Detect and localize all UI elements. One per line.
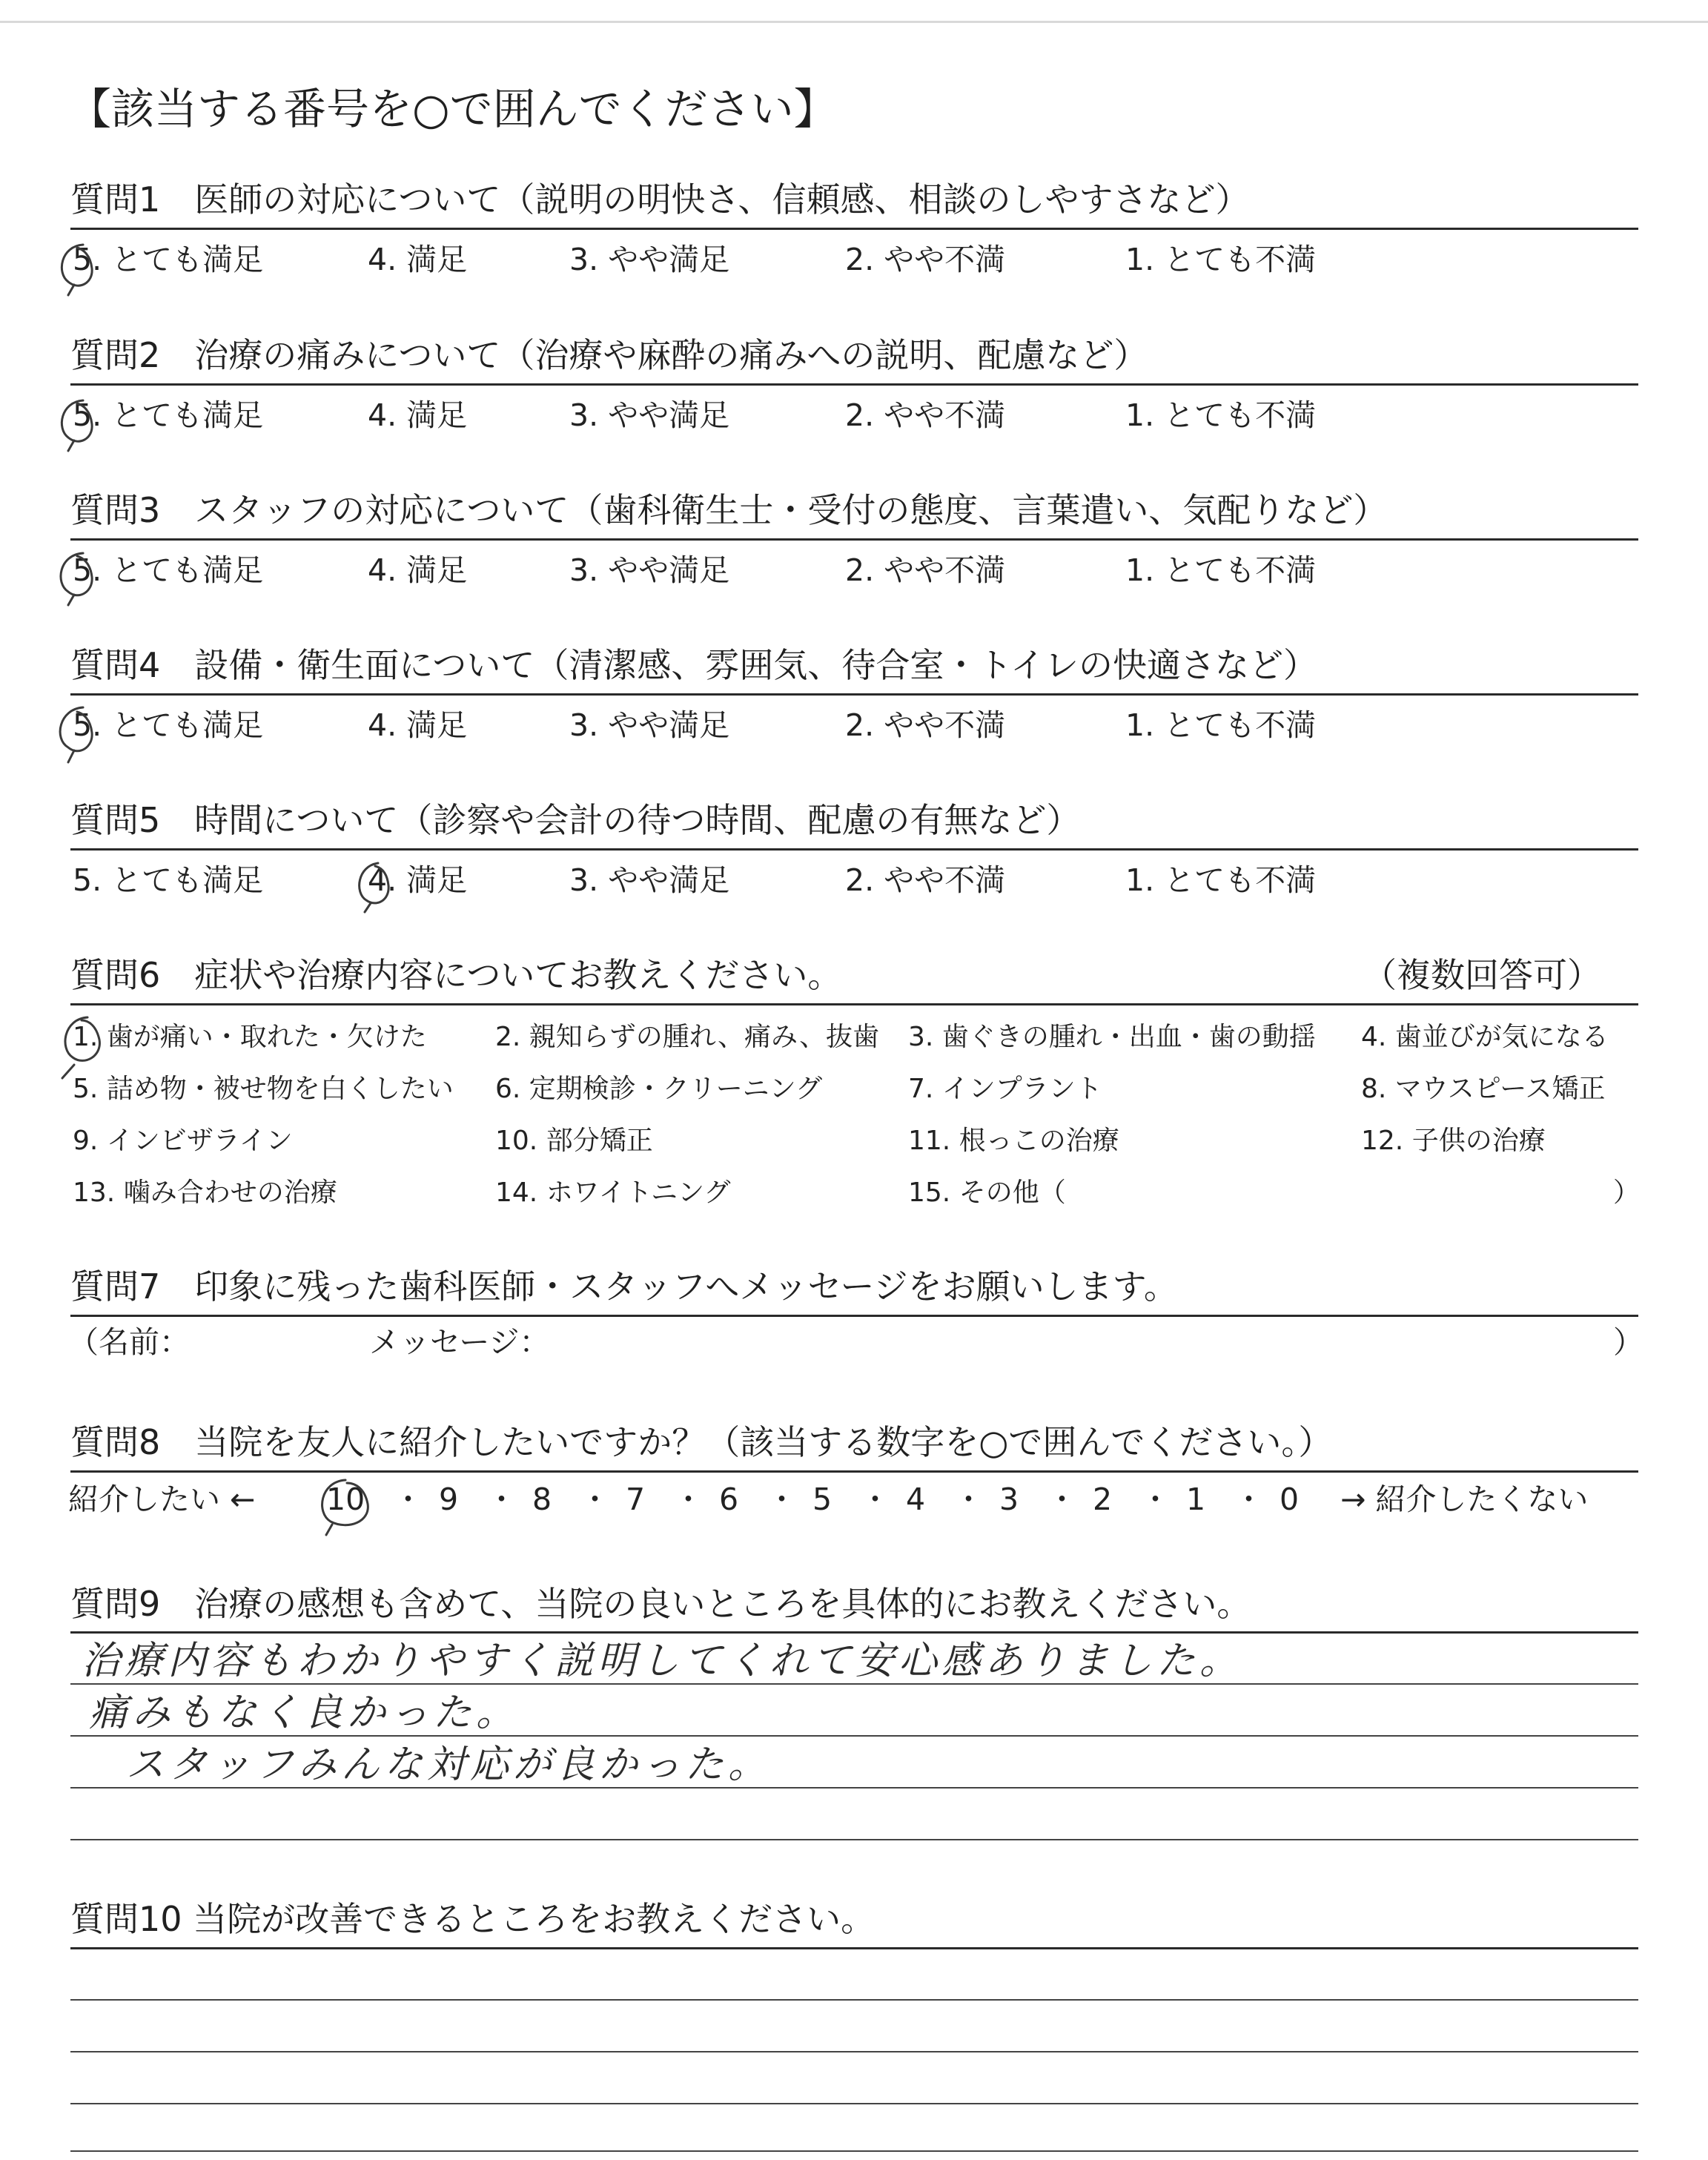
- q2-selection-circle: [62, 400, 92, 451]
- q2-option-4[interactable]: 4. 満足: [368, 397, 468, 433]
- q5-option-4[interactable]: 4. 満足: [368, 862, 468, 898]
- q6-item-13[interactable]: 13. 噛み合わせの治療: [73, 1178, 337, 1208]
- q4-selection-circle: [60, 707, 92, 762]
- q2-option-2[interactable]: 2. やや不満: [845, 397, 1006, 433]
- q8-score-2[interactable]: 2: [1093, 1482, 1113, 1517]
- q8-score-5[interactable]: 5: [812, 1482, 833, 1517]
- q6-item-14[interactable]: 14. ホワイトニング: [495, 1178, 731, 1208]
- q9-handwritten-answer-2: 痛みもなく良かった。: [89, 1691, 520, 1735]
- q8-dot: ・: [953, 1482, 984, 1517]
- q4-option-5[interactable]: 5. とても満足: [73, 707, 264, 743]
- q6-item-12[interactable]: 12. 子供の治療: [1361, 1126, 1546, 1156]
- q2-option-5[interactable]: 5. とても満足: [73, 397, 264, 433]
- question-4-title: 質問4 設備・衛生面について（清潔感、雰囲気、待合室・トイレの快適さなど）: [70, 645, 1318, 685]
- q1-option-4[interactable]: 4. 満足: [368, 242, 468, 277]
- q6-item-3[interactable]: 3. 歯ぐきの腫れ・出血・歯の動揺: [908, 1022, 1316, 1052]
- q3-option-3[interactable]: 3. やや満足: [569, 552, 730, 588]
- q8-score-0[interactable]: 0: [1280, 1482, 1300, 1517]
- q3-option-2[interactable]: 2. やや不満: [845, 552, 1006, 588]
- q6-item-4[interactable]: 4. 歯並びが気になる: [1361, 1022, 1609, 1052]
- q3-option-4[interactable]: 4. 満足: [368, 552, 468, 588]
- q8-dot: ・: [860, 1482, 890, 1517]
- q8-dot: ・: [486, 1482, 517, 1517]
- q1-option-1[interactable]: 1. とても不満: [1125, 242, 1317, 277]
- q4-option-4[interactable]: 4. 満足: [368, 707, 468, 743]
- q4-option-2[interactable]: 2. やや不満: [845, 707, 1006, 743]
- q5-option-1[interactable]: 1. とても不満: [1125, 862, 1317, 898]
- question-3-title: 質問3 スタッフの対応について（歯科衛生士・受付の態度、言葉遣い、気配りなど）: [70, 490, 1388, 530]
- q8-left-label: 紹介したい ←: [68, 1482, 256, 1517]
- q6-item-2[interactable]: 2. 親知らずの腫れ、痛み、抜歯: [495, 1022, 880, 1052]
- q6-item-9[interactable]: 9. インビザライン: [73, 1126, 293, 1156]
- q8-score-9[interactable]: 9: [439, 1482, 459, 1517]
- q1-option-5[interactable]: 5. とても満足: [73, 242, 264, 277]
- question-2-title: 質問2 治療の痛みについて（治療や麻酔の痛みへの説明、配慮など）: [70, 335, 1148, 375]
- q8-score-8[interactable]: 8: [532, 1482, 552, 1517]
- question-8-title: 質問8 当院を友人に紹介したいですか？（該当する数字を○で囲んでください。）: [70, 1422, 1333, 1462]
- q6-item-8[interactable]: 8. マウスピース矯正: [1361, 1074, 1606, 1104]
- q7-name-label: （名前：: [68, 1324, 190, 1360]
- q8-dot: ・: [1234, 1482, 1264, 1517]
- q6-item-15-close: ）: [1613, 1178, 1641, 1208]
- question-5-title: 質問5 時間について（診察や会計の待つ時間、配慮の有無など）: [70, 800, 1081, 840]
- q3-selection-circle: [61, 553, 92, 605]
- q7-close: ）: [1613, 1324, 1644, 1360]
- q8-score-10[interactable]: 10: [326, 1482, 365, 1517]
- q5-option-2[interactable]: 2. やや不満: [845, 862, 1006, 898]
- question-7-title: 質問7 印象に残った歯科医師・スタッフへメッセージをお願いします。: [70, 1266, 1178, 1307]
- question-1-title: 質問1 医師の対応について（説明の明快さ、信頼感、相談のしやすさなど）: [70, 179, 1250, 219]
- q6-item-7[interactable]: 7. インプラント: [908, 1074, 1102, 1104]
- q7-message-label: メッセージ：: [369, 1324, 550, 1360]
- question-9-title: 質問9 治療の感想も含めて、当院の良いところを具体的にお教えください。: [70, 1584, 1251, 1624]
- q8-dot: ・: [1140, 1482, 1171, 1517]
- q8-dot: ・: [673, 1482, 704, 1517]
- q1-option-3[interactable]: 3. やや満足: [569, 242, 730, 277]
- q8-right-label: → 紹介したくない: [1340, 1482, 1589, 1517]
- q8-dot: ・: [1047, 1482, 1077, 1517]
- q6-item-11[interactable]: 11. 根っこの治療: [908, 1126, 1119, 1156]
- q9-handwritten-answer-1: 治療内容もわかりやすく説明してくれて安心感ありました。: [82, 1639, 1243, 1683]
- question-6-title: 質問6 症状や治療内容についてお教えください。: [70, 955, 842, 995]
- q6-selection-circle: [62, 1017, 99, 1078]
- q8-score-1[interactable]: 1: [1186, 1482, 1206, 1517]
- q6-item-15[interactable]: 15. その他（: [908, 1178, 1066, 1208]
- q8-score-3[interactable]: 3: [999, 1482, 1019, 1517]
- q2-option-3[interactable]: 3. やや満足: [569, 397, 730, 433]
- q5-option-3[interactable]: 3. やや満足: [569, 862, 730, 898]
- q8-dot: ・: [580, 1482, 610, 1517]
- q2-option-1[interactable]: 1. とても不満: [1125, 397, 1317, 433]
- q3-option-1[interactable]: 1. とても不満: [1125, 552, 1317, 588]
- q8-score-4[interactable]: 4: [906, 1482, 926, 1517]
- q5-option-5[interactable]: 5. とても満足: [73, 862, 264, 898]
- q8-dot: ・: [767, 1482, 797, 1517]
- instruction-header: 【該当する番号を○で囲んでください】: [68, 84, 837, 134]
- q5-selection-circle: [360, 863, 389, 912]
- q3-option-5[interactable]: 5. とても満足: [73, 552, 264, 588]
- q6-item-1[interactable]: 1. 歯が痛い・取れた・欠けた: [73, 1022, 427, 1052]
- q1-selection-circle: [62, 245, 92, 295]
- q4-option-3[interactable]: 3. やや満足: [569, 707, 730, 743]
- question-10-title: 質問10 当院が改善できるところをお教えください。: [70, 1899, 875, 1939]
- q6-item-6[interactable]: 6. 定期検診・クリーニング: [495, 1074, 823, 1104]
- q9-handwritten-answer-3: スタッフみんな対応が良かった。: [126, 1743, 772, 1787]
- q8-dot: ・: [393, 1482, 423, 1517]
- q1-option-2[interactable]: 2. やや不満: [845, 242, 1006, 277]
- q6-item-10[interactable]: 10. 部分矯正: [495, 1126, 653, 1156]
- q8-selection-circle: [322, 1480, 368, 1535]
- q6-item-5[interactable]: 5. 詰め物・被せ物を白くしたい: [73, 1074, 454, 1104]
- q8-score-6[interactable]: 6: [719, 1482, 739, 1517]
- q8-score-7[interactable]: 7: [626, 1482, 646, 1517]
- q4-option-1[interactable]: 1. とても不満: [1125, 707, 1317, 743]
- question-6-note: （複数回答可）: [1363, 955, 1601, 995]
